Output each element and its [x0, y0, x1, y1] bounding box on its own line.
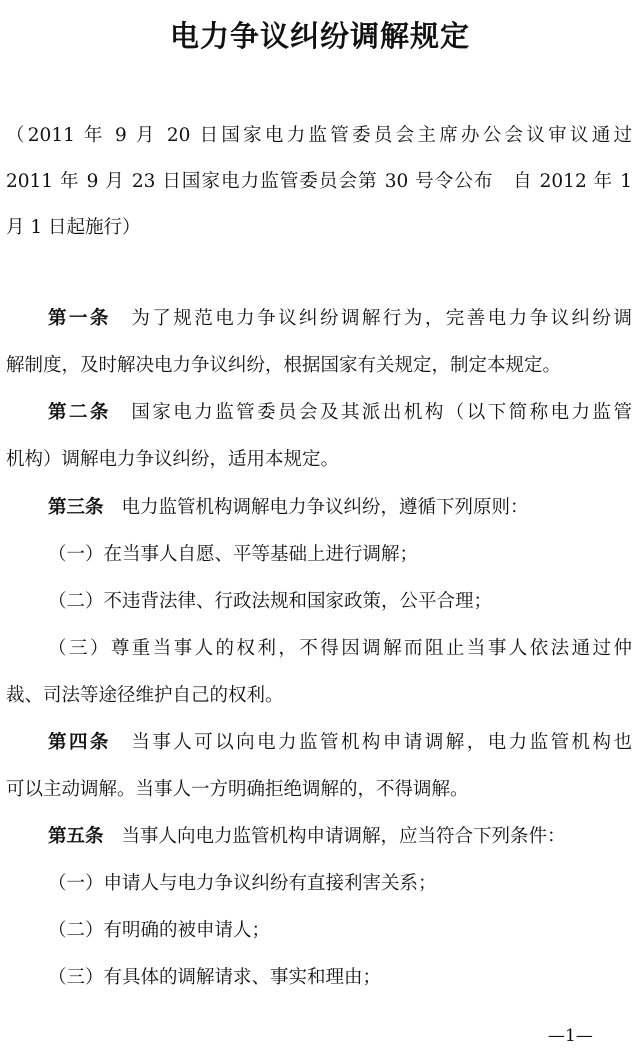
article-4 [6, 719, 632, 813]
article-text: 国家电力监管委员会及其派出机构（以下简称电力监管 [128, 402, 632, 423]
subtitle-line: 2011 年 9 月 23 日国家电力监管委员会第 30 号令公布 自 2012 年 1 [6, 171, 632, 192]
list-item: （二）有明确的被申请人； [48, 920, 271, 941]
article-text: 当事人可以向电力监管机构申请调解，电力监管机构也 [128, 732, 632, 753]
article-first-line [6, 295, 632, 342]
article-first-line [6, 484, 632, 531]
article-first-line [6, 719, 632, 766]
list-item: （三）尊重当事人的权利，不得因调解而阻止当事人依法通过仲 [48, 638, 632, 659]
article-5 [6, 813, 632, 1001]
list-item: （一）在当事人自愿、平等基础上进行调解； [48, 544, 419, 565]
subtitle-line: （2011 年 9 月 20 日国家电力监管委员会主席办公会议审议通过 [6, 125, 632, 146]
article-text: 可以主动调解。当事人一方明确拒绝调解的，不得调解。 [6, 779, 469, 800]
article-2 [6, 389, 632, 483]
article-heading: 第一条 [48, 308, 111, 329]
page-number: —1— [548, 1026, 593, 1046]
document-subtitle [6, 113, 632, 251]
article-heading: 第二条 [48, 402, 111, 423]
article-text: 为了规范电力争议纠纷调解行为，完善电力争议纠纷调 [128, 308, 632, 329]
article-heading: 第四条 [48, 732, 111, 753]
list-item-continuation: 裁、司法等途径维护自己的权利。 [6, 685, 284, 706]
article-first-line [6, 813, 632, 860]
list-item: （三）有具体的调解请求、事实和理由； [48, 967, 382, 988]
article-3 [6, 484, 632, 719]
article-heading: 第五条 [48, 826, 104, 847]
subtitle-line: 月 1 日起施行） [6, 217, 141, 238]
list-item: （一）申请人与电力争议纠纷有直接利害关系； [48, 873, 437, 894]
article-heading: 第三条 [48, 497, 104, 518]
list-item: （二）不违背法律、行政法规和国家政策，公平合理； [48, 591, 493, 612]
document-title: 电力争议纠纷调解规定 [169, 19, 470, 53]
article-text: 机构）调解电力争议纠纷，适用本规定。 [6, 449, 340, 470]
article-1 [6, 295, 632, 389]
article-text: 电力监管机构调解电力争议纠纷，遵循下列原则： [121, 497, 529, 518]
article-first-line [6, 389, 632, 436]
article-text: 当事人向电力监管机构申请调解，应当符合下列条件： [121, 826, 566, 847]
article-text: 解制度，及时解决电力争议纠纷，根据国家有关规定，制定本规定。 [6, 355, 562, 376]
